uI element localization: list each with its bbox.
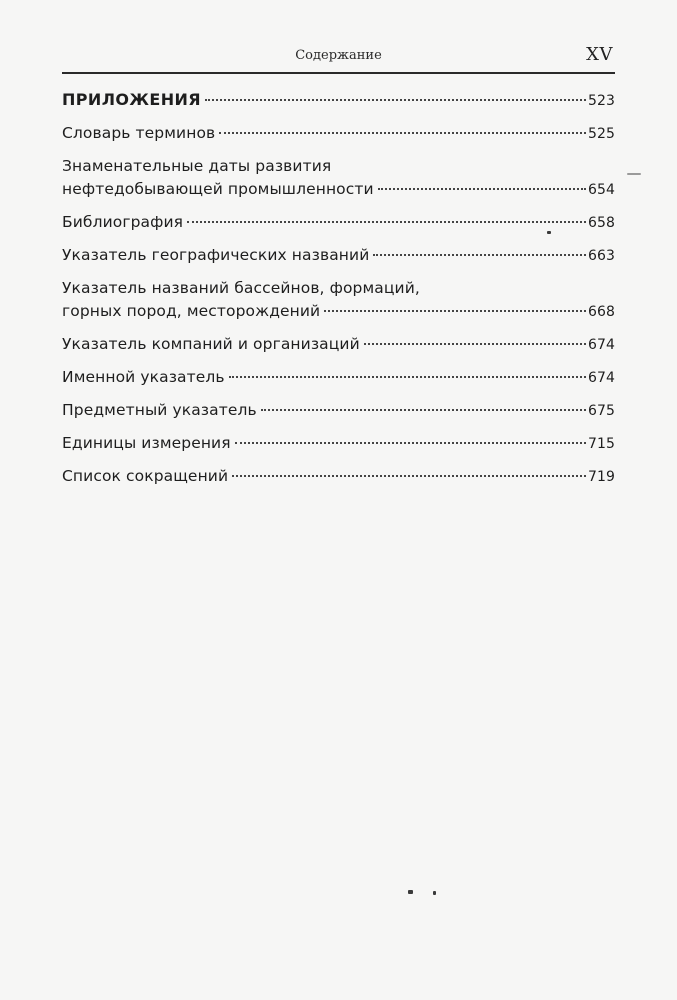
dot-leader	[324, 310, 586, 312]
toc-entry-page: 525	[587, 126, 615, 142]
toc-entry-company-index	[62, 333, 615, 357]
toc-entry-label: Указатель географических названий	[62, 246, 370, 264]
scan-speck	[433, 891, 436, 895]
dot-leader	[378, 188, 586, 190]
toc-entry-appendices	[62, 88, 615, 113]
dot-leader	[219, 132, 586, 134]
toc-entry-page: 715	[587, 436, 615, 452]
dot-leader	[373, 254, 586, 256]
toc-entry-label: Библиография	[62, 213, 184, 231]
toc-entry-page: 674	[587, 370, 615, 386]
toc-entry-page: 675	[587, 403, 615, 419]
toc-entry-subject-index	[62, 399, 615, 423]
header-rule	[62, 72, 615, 74]
toc-entry-page: 674	[587, 337, 615, 353]
toc-entry-page: 658	[587, 215, 615, 231]
scan-speck	[547, 231, 551, 234]
toc-entry-geographic-index	[62, 244, 615, 268]
table-of-contents	[62, 88, 615, 498]
toc-entry-label: Указатель компаний и организаций	[62, 335, 360, 353]
toc-entry-page: 654	[587, 182, 615, 198]
toc-entry-name-index	[62, 366, 615, 390]
toc-entry-bibliography	[62, 211, 615, 235]
dot-leader	[187, 221, 586, 223]
running-header	[62, 44, 615, 70]
page-number: XV	[586, 44, 613, 65]
dot-leader	[229, 376, 586, 378]
toc-entry-label-line1: Указатель названий бассейнов, формаций,	[62, 279, 420, 297]
toc-entry-page: 719	[587, 469, 615, 485]
toc-entry-basin-index	[62, 277, 615, 324]
scan-speck	[627, 173, 641, 175]
dot-leader	[235, 442, 586, 444]
toc-entry-milestone-dates	[62, 155, 615, 202]
toc-entry-label: Именной указатель	[62, 368, 225, 386]
scan-speck	[408, 890, 413, 894]
toc-entry-label: ПРИЛОЖЕНИЯ	[62, 90, 202, 109]
toc-entry-page: 668	[587, 304, 615, 320]
dot-leader	[364, 343, 586, 345]
toc-entry-units	[62, 432, 615, 456]
toc-entry-label: Список сокращений	[62, 467, 229, 485]
toc-entry-label-line2: нефтедобывающей промышленности	[62, 180, 374, 198]
toc-entry-page: 663	[587, 248, 615, 264]
toc-entry-label-line1: Знаменательные даты развития	[62, 157, 332, 175]
toc-entry-abbreviations	[62, 465, 615, 489]
toc-entry-label: Предметный указатель	[62, 401, 257, 419]
toc-entry-label: Единицы измерения	[62, 434, 231, 452]
dot-leader	[232, 475, 586, 477]
dot-leader	[261, 409, 586, 411]
toc-entry-glossary	[62, 122, 615, 146]
toc-entry-label-line2: горных пород, месторождений	[62, 302, 321, 320]
dot-leader	[205, 99, 586, 101]
toc-entry-page: 523	[587, 93, 615, 109]
toc-entry-label: Словарь терминов	[62, 124, 216, 142]
running-header-title: Содержание	[295, 48, 382, 63]
